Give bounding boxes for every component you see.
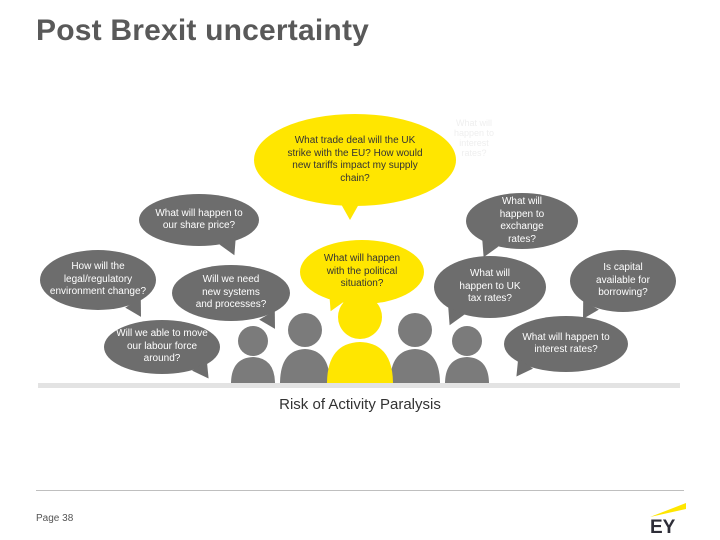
bubble-tax-rates-text: What will happen to UK tax rates? [459,268,521,305]
bubble-share-price [139,194,259,246]
bubble-trade-deal-tail [341,204,359,220]
ey-logo-beam [650,503,686,517]
bubble-capital-text: Is capital available for borrowing? [596,262,650,299]
faded-text: What will happen to interest rates? [453,118,495,158]
bubble-political [300,240,424,304]
bubble-trade-deal-text: What trade deal will the UK strike with the EU? How would new tariffs impact my supply chain? [287,135,423,184]
person-right-icon [390,313,440,384]
page-number: Page 38 [36,513,74,524]
person-far-right-icon [445,326,489,384]
diagram-caption: Risk of Activity Paralysis [279,396,441,413]
ey-logo-text: EY [650,517,676,535]
bubble-trade-deal [254,114,456,206]
bubble-interest-rates-text: What will happen to interest rates? [522,331,610,355]
bubble-exchange-rates-text: What will happen to exchange rates? [499,196,545,245]
bubble-political-text: What will happen with the political situation? [323,253,401,290]
bubble-share-price-text: What will happen to our share price? [155,207,243,231]
person-far-left-icon [231,326,275,384]
bubble-labour-force-text: Will we able to move our labour force around? [116,328,208,365]
floor-bar [38,383,680,388]
person-left-icon [280,313,330,384]
bubble-legal-text: How will the legal/regulatory environment change? [49,261,147,298]
ey-logo [648,497,688,535]
bubble-systems-text: Will we need new systems and processes? [195,274,267,311]
slide-title: Post Brexit uncertainty [36,14,370,47]
footer-divider [36,490,684,491]
